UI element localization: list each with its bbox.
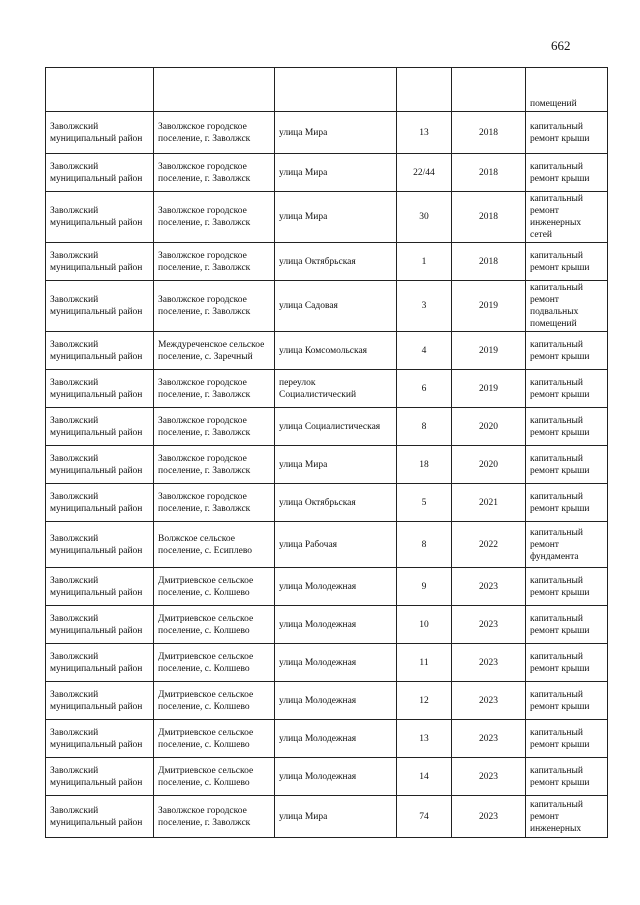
street-cell: улица Молодежная <box>275 568 397 606</box>
table-row <box>46 446 608 484</box>
year-cell: 2018 <box>452 112 526 154</box>
table-body <box>46 68 608 838</box>
house-number-cell: 13 <box>397 112 452 154</box>
year-cell: 2021 <box>452 484 526 522</box>
street-cell: улица Комсомольская <box>275 332 397 370</box>
year-cell: 2020 <box>452 408 526 446</box>
work-type-cell: капитальный ремонт крыши <box>526 370 608 408</box>
district-cell: Заволжский муниципальный район <box>46 720 154 758</box>
district-cell: Заволжский муниципальный район <box>46 484 154 522</box>
table-row <box>46 606 608 644</box>
year-cell <box>452 68 526 112</box>
settlement-cell <box>154 68 275 112</box>
year-cell: 2023 <box>452 644 526 682</box>
settlement-cell: Дмитриевское сельское поселение, с. Колшево <box>154 682 275 720</box>
table-row <box>46 281 608 332</box>
street-cell: улица Мира <box>275 192 397 243</box>
street-cell: переулок Социалистический <box>275 370 397 408</box>
work-type-cell: капитальный ремонт крыши <box>526 484 608 522</box>
table-row <box>46 682 608 720</box>
work-type-cell: капитальный ремонт крыши <box>526 332 608 370</box>
settlement-cell: Междуреченское сельское поселение, с. Заречный <box>154 332 275 370</box>
district-cell: Заволжский муниципальный район <box>46 243 154 281</box>
work-type-cell: помещений <box>526 68 608 112</box>
street-cell: улица Мира <box>275 796 397 838</box>
work-type-cell: капитальный ремонт крыши <box>526 758 608 796</box>
street-cell: улица Октябрьская <box>275 243 397 281</box>
district-cell: Заволжский муниципальный район <box>46 644 154 682</box>
house-number-cell: 22/44 <box>397 154 452 192</box>
settlement-cell: Заволжское городское поселение, г. Заволжск <box>154 112 275 154</box>
street-cell: улица Мира <box>275 446 397 484</box>
district-cell: Заволжский муниципальный район <box>46 758 154 796</box>
year-cell: 2019 <box>452 370 526 408</box>
house-number-cell: 18 <box>397 446 452 484</box>
work-type-cell: капитальный ремонт инженерных <box>526 796 608 838</box>
table-row-continued <box>46 68 608 112</box>
year-cell: 2023 <box>452 682 526 720</box>
district-cell: Заволжский муниципальный район <box>46 606 154 644</box>
settlement-cell: Заволжское городское поселение, г. Заволжск <box>154 243 275 281</box>
work-type-cell: капитальный ремонт крыши <box>526 154 608 192</box>
table-row <box>46 192 608 243</box>
year-cell: 2018 <box>452 154 526 192</box>
year-cell: 2019 <box>452 281 526 332</box>
settlement-cell: Дмитриевское сельское поселение, с. Колшево <box>154 568 275 606</box>
house-number-cell: 30 <box>397 192 452 243</box>
district-cell: Заволжский муниципальный район <box>46 522 154 568</box>
work-type-cell: капитальный ремонт крыши <box>526 720 608 758</box>
district-cell: Заволжский муниципальный район <box>46 154 154 192</box>
year-cell: 2019 <box>452 332 526 370</box>
house-number-cell: 8 <box>397 408 452 446</box>
work-type-cell: капитальный ремонт фундамента <box>526 522 608 568</box>
settlement-cell: Заволжское городское поселение, г. Заволжск <box>154 446 275 484</box>
year-cell: 2023 <box>452 758 526 796</box>
district-cell: Заволжский муниципальный район <box>46 408 154 446</box>
house-number-cell: 13 <box>397 720 452 758</box>
work-type-cell: капитальный ремонт подвальных помещений <box>526 281 608 332</box>
work-type-cell: капитальный ремонт крыши <box>526 446 608 484</box>
house-number-cell: 9 <box>397 568 452 606</box>
table-row <box>46 644 608 682</box>
year-cell: 2020 <box>452 446 526 484</box>
settlement-cell: Дмитриевское сельское поселение, с. Колшево <box>154 644 275 682</box>
table-row <box>46 243 608 281</box>
work-type-cell: капитальный ремонт крыши <box>526 112 608 154</box>
house-number-cell: 11 <box>397 644 452 682</box>
year-cell: 2023 <box>452 606 526 644</box>
settlement-cell: Дмитриевское сельское поселение, с. Колшево <box>154 758 275 796</box>
settlement-cell: Заволжское городское поселение, г. Заволжск <box>154 796 275 838</box>
district-cell: Заволжский муниципальный район <box>46 568 154 606</box>
street-cell: улица Рабочая <box>275 522 397 568</box>
table-row <box>46 484 608 522</box>
house-number-cell: 12 <box>397 682 452 720</box>
district-cell: Заволжский муниципальный район <box>46 281 154 332</box>
settlement-cell: Дмитриевское сельское поселение, с. Колшево <box>154 720 275 758</box>
house-number-cell: 4 <box>397 332 452 370</box>
house-number-cell: 1 <box>397 243 452 281</box>
house-number-cell: 74 <box>397 796 452 838</box>
district-cell: Заволжский муниципальный район <box>46 370 154 408</box>
street-cell: улица Социалистическая <box>275 408 397 446</box>
street-cell: улица Мира <box>275 112 397 154</box>
work-type-cell: капитальный ремонт крыши <box>526 606 608 644</box>
page-number: 662 <box>551 38 571 53</box>
year-cell: 2018 <box>452 243 526 281</box>
district-cell <box>46 68 154 112</box>
street-cell: улица Мира <box>275 154 397 192</box>
district-cell: Заволжский муниципальный район <box>46 446 154 484</box>
street-cell: улица Садовая <box>275 281 397 332</box>
street-cell: улица Молодежная <box>275 682 397 720</box>
street-cell <box>275 68 397 112</box>
table-row <box>46 154 608 192</box>
table-row <box>46 758 608 796</box>
table-row <box>46 522 608 568</box>
district-cell: Заволжский муниципальный район <box>46 682 154 720</box>
year-cell: 2023 <box>452 720 526 758</box>
settlement-cell: Дмитриевское сельское поселение, с. Колшево <box>154 606 275 644</box>
house-number-cell: 6 <box>397 370 452 408</box>
street-cell: улица Молодежная <box>275 720 397 758</box>
house-number-cell <box>397 68 452 112</box>
year-cell: 2022 <box>452 522 526 568</box>
settlement-cell: Заволжское городское поселение, г. Заволжск <box>154 281 275 332</box>
housing-repair-table <box>45 67 608 838</box>
street-cell: улица Молодежная <box>275 644 397 682</box>
street-cell: улица Молодежная <box>275 606 397 644</box>
table-row <box>46 720 608 758</box>
table-row <box>46 408 608 446</box>
district-cell: Заволжский муниципальный район <box>46 796 154 838</box>
table-row <box>46 112 608 154</box>
year-cell: 2018 <box>452 192 526 243</box>
work-type-cell: капитальный ремонт крыши <box>526 644 608 682</box>
table-row <box>46 568 608 606</box>
district-cell: Заволжский муниципальный район <box>46 112 154 154</box>
settlement-cell: Заволжское городское поселение, г. Заволжск <box>154 408 275 446</box>
table-row <box>46 370 608 408</box>
house-number-cell: 10 <box>397 606 452 644</box>
settlement-cell: Заволжское городское поселение, г. Заволжск <box>154 192 275 243</box>
house-number-cell: 5 <box>397 484 452 522</box>
work-type-cell: капитальный ремонт инженерных сетей <box>526 192 608 243</box>
house-number-cell: 3 <box>397 281 452 332</box>
table-row <box>46 796 608 838</box>
district-cell: Заволжский муниципальный район <box>46 332 154 370</box>
street-cell: улица Октябрьская <box>275 484 397 522</box>
work-type-cell: капитальный ремонт крыши <box>526 682 608 720</box>
street-cell: улица Молодежная <box>275 758 397 796</box>
table-row <box>46 332 608 370</box>
house-number-cell: 14 <box>397 758 452 796</box>
district-cell: Заволжский муниципальный район <box>46 192 154 243</box>
work-type-cell: капитальный ремонт крыши <box>526 243 608 281</box>
house-number-cell: 8 <box>397 522 452 568</box>
settlement-cell: Волжское сельское поселение, с. Есиплево <box>154 522 275 568</box>
year-cell: 2023 <box>452 796 526 838</box>
work-type-cell: капитальный ремонт крыши <box>526 408 608 446</box>
settlement-cell: Заволжское городское поселение, г. Заволжск <box>154 484 275 522</box>
year-cell: 2023 <box>452 568 526 606</box>
work-type-cell: капитальный ремонт крыши <box>526 568 608 606</box>
settlement-cell: Заволжское городское поселение, г. Заволжск <box>154 370 275 408</box>
settlement-cell: Заволжское городское поселение, г. Заволжск <box>154 154 275 192</box>
